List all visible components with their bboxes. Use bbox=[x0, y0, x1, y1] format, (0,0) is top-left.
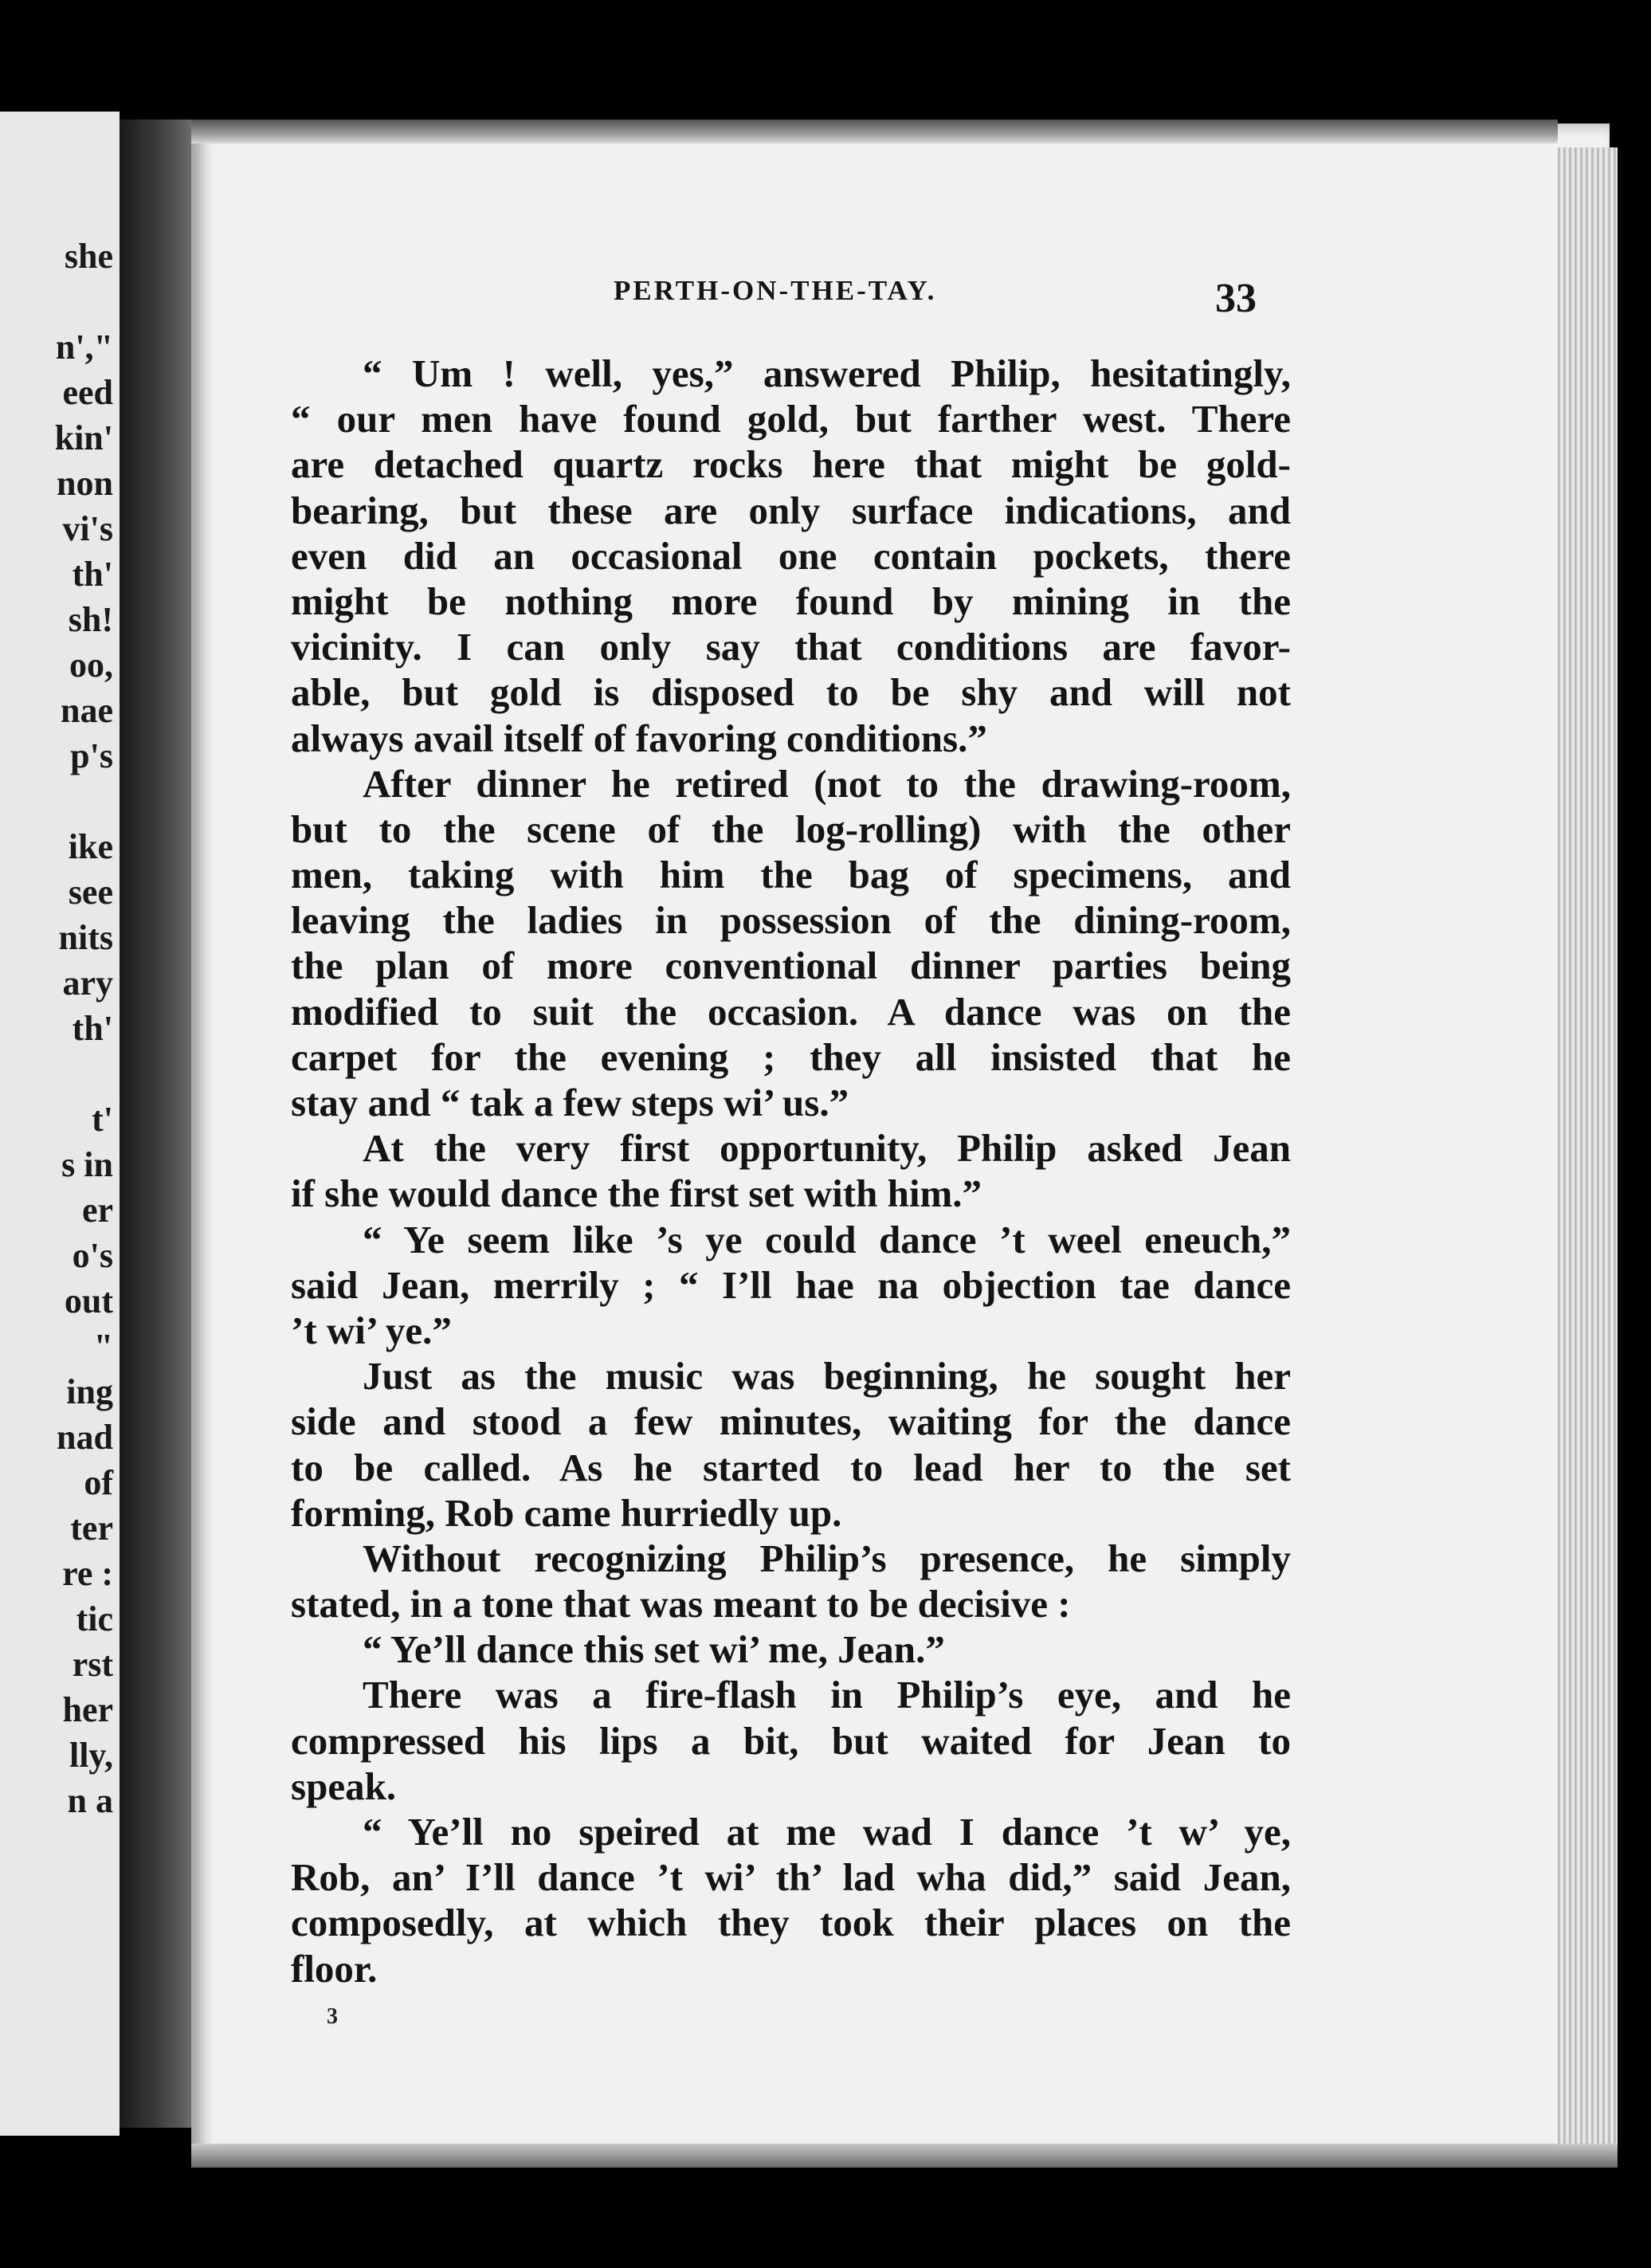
text-line: leaving the ladies in possession of the dining-room, bbox=[291, 898, 1291, 943]
left-page-fragment: of bbox=[84, 1463, 113, 1502]
page-bottom-edge bbox=[191, 2144, 1618, 2168]
left-page-fragment: sh! bbox=[68, 600, 113, 639]
text-line: “ Um ! well, yes,” answered Philip, hesitatingly, bbox=[363, 351, 1291, 395]
left-page-fragment: ary bbox=[62, 963, 113, 1003]
left-page-fragment: tic bbox=[76, 1599, 113, 1638]
text-line: bearing, but these are only surface indications, and bbox=[291, 488, 1291, 532]
left-page-fragment: her bbox=[62, 1690, 113, 1729]
text-line: At the very first opportunity, Philip asked Jean bbox=[363, 1126, 1291, 1171]
text-line: even did an occasional one contain pockets, there bbox=[291, 533, 1291, 578]
text-line: vicinity. I can only say that conditions are favor- bbox=[291, 625, 1291, 669]
left-page-fragment: th' bbox=[72, 1009, 113, 1048]
text-line: forming, Rob came hurriedly up. bbox=[291, 1490, 842, 1535]
text-line: but to the scene of the log-rolling) with the other bbox=[291, 806, 1291, 851]
running-title: PERTH-ON-THE-TAY. bbox=[614, 275, 937, 306]
text-line: floor. bbox=[291, 1946, 378, 1991]
left-page-fragment: kin' bbox=[54, 418, 113, 457]
page-top-edge bbox=[191, 120, 1558, 143]
left-page-fragment: o's bbox=[72, 1236, 113, 1275]
left-page-fragment: er bbox=[81, 1191, 113, 1230]
text-line: ’t wi’ ye.” bbox=[291, 1308, 452, 1352]
text-line: Rob, an’ I’ll dance ’t wi’ th’ lad wha did,” said Jean, bbox=[291, 1855, 1291, 1900]
left-page-fragment: rst bbox=[72, 1645, 113, 1684]
text-line: if she would dance the first set with him.” bbox=[291, 1171, 982, 1216]
signature-mark: 3 bbox=[327, 2004, 338, 2029]
text-line: speak. bbox=[291, 1764, 397, 1808]
text-line: carpet for the evening ; they all insisted that he bbox=[291, 1034, 1291, 1079]
text-line: After dinner he retired (not to the drawing-room, bbox=[363, 761, 1291, 806]
left-page-fragment: nad bbox=[57, 1418, 113, 1457]
text-line: “ Ye seem like ’s ye could dance ’t weel eneuch,” bbox=[363, 1217, 1291, 1262]
page-number: 33 bbox=[1215, 276, 1257, 321]
text-line: There was a fire-flash in Philip’s eye, and he bbox=[363, 1673, 1291, 1717]
left-page-fragment: she bbox=[64, 237, 113, 276]
page-stack-edges bbox=[1558, 147, 1618, 2156]
text-line: compressed his lips a bit, but waited for Jean to bbox=[291, 1718, 1291, 1763]
left-page-fragment: eed bbox=[62, 373, 113, 412]
text-line: able, but gold is disposed to be shy and will not bbox=[291, 670, 1291, 715]
left-page-fragment: oo, bbox=[69, 645, 113, 685]
text-line: Just as the music was beginning, he sought her bbox=[363, 1354, 1291, 1399]
text-line: might be nothing more found by mining in the bbox=[291, 579, 1291, 623]
text-line: modified to suit the occasion. A dance was on the bbox=[291, 989, 1291, 1034]
body-text bbox=[291, 351, 1291, 1991]
text-line: men, taking with him the bag of specimens, and bbox=[291, 853, 1291, 897]
text-line: the plan of more conventional dinner parties being bbox=[291, 944, 1291, 988]
left-page-fragment: see bbox=[68, 873, 113, 912]
text-line: always avail itself of favoring conditions.” bbox=[291, 716, 987, 760]
left-page-fragment: n a bbox=[67, 1781, 113, 1820]
text-line: composedly, at which they took their places on the bbox=[291, 1901, 1291, 1945]
left-page-fragment: vi's bbox=[62, 509, 113, 548]
text-line: side and stood a few minutes, waiting for the dance bbox=[291, 1399, 1291, 1444]
left-facing-page bbox=[0, 112, 120, 2136]
text-line: stay and “ tak a few steps wi’ us.” bbox=[291, 1081, 849, 1124]
text-line: Without recognizing Philip’s presence, he simply bbox=[363, 1536, 1291, 1580]
text-line: “ Ye’ll dance this set wi’ me, Jean.” bbox=[363, 1627, 945, 1672]
text-line: to be called. As he started to lead her to the set bbox=[291, 1445, 1291, 1489]
left-page-fragment: t' bbox=[92, 1100, 113, 1139]
text-line: “ Ye’ll no speired at me wad I dance ’t w’ ye, bbox=[363, 1810, 1291, 1854]
left-page-fragment: ing bbox=[66, 1372, 113, 1411]
left-page-fragment: nits bbox=[58, 918, 113, 957]
left-page-fragment: non bbox=[57, 464, 113, 503]
left-page-fragment: p's bbox=[70, 736, 113, 775]
left-page-fragment: th' bbox=[72, 555, 113, 594]
left-page-fragment: out bbox=[64, 1281, 113, 1320]
left-page-fragment: re : bbox=[62, 1554, 113, 1593]
text-line: “ our men have found gold, but farther west. There bbox=[291, 397, 1291, 441]
left-page-fragment: s in bbox=[61, 1145, 113, 1184]
left-page-fragment: lly, bbox=[69, 1736, 113, 1775]
text-line: are detached quartz rocks here that might be gold- bbox=[291, 442, 1291, 487]
left-page-fragment: " bbox=[93, 1327, 113, 1366]
left-page-fragment: n'," bbox=[55, 328, 113, 367]
text-line: said Jean, merrily ; “ I’ll hae na objection tae dance bbox=[291, 1262, 1291, 1307]
left-page-fragment: nae bbox=[61, 691, 113, 730]
text-line: stated, in a tone that was meant to be decisive : bbox=[291, 1582, 1071, 1626]
left-page-fragment: ter bbox=[70, 1509, 113, 1548]
left-page-fragment: ike bbox=[68, 827, 113, 866]
